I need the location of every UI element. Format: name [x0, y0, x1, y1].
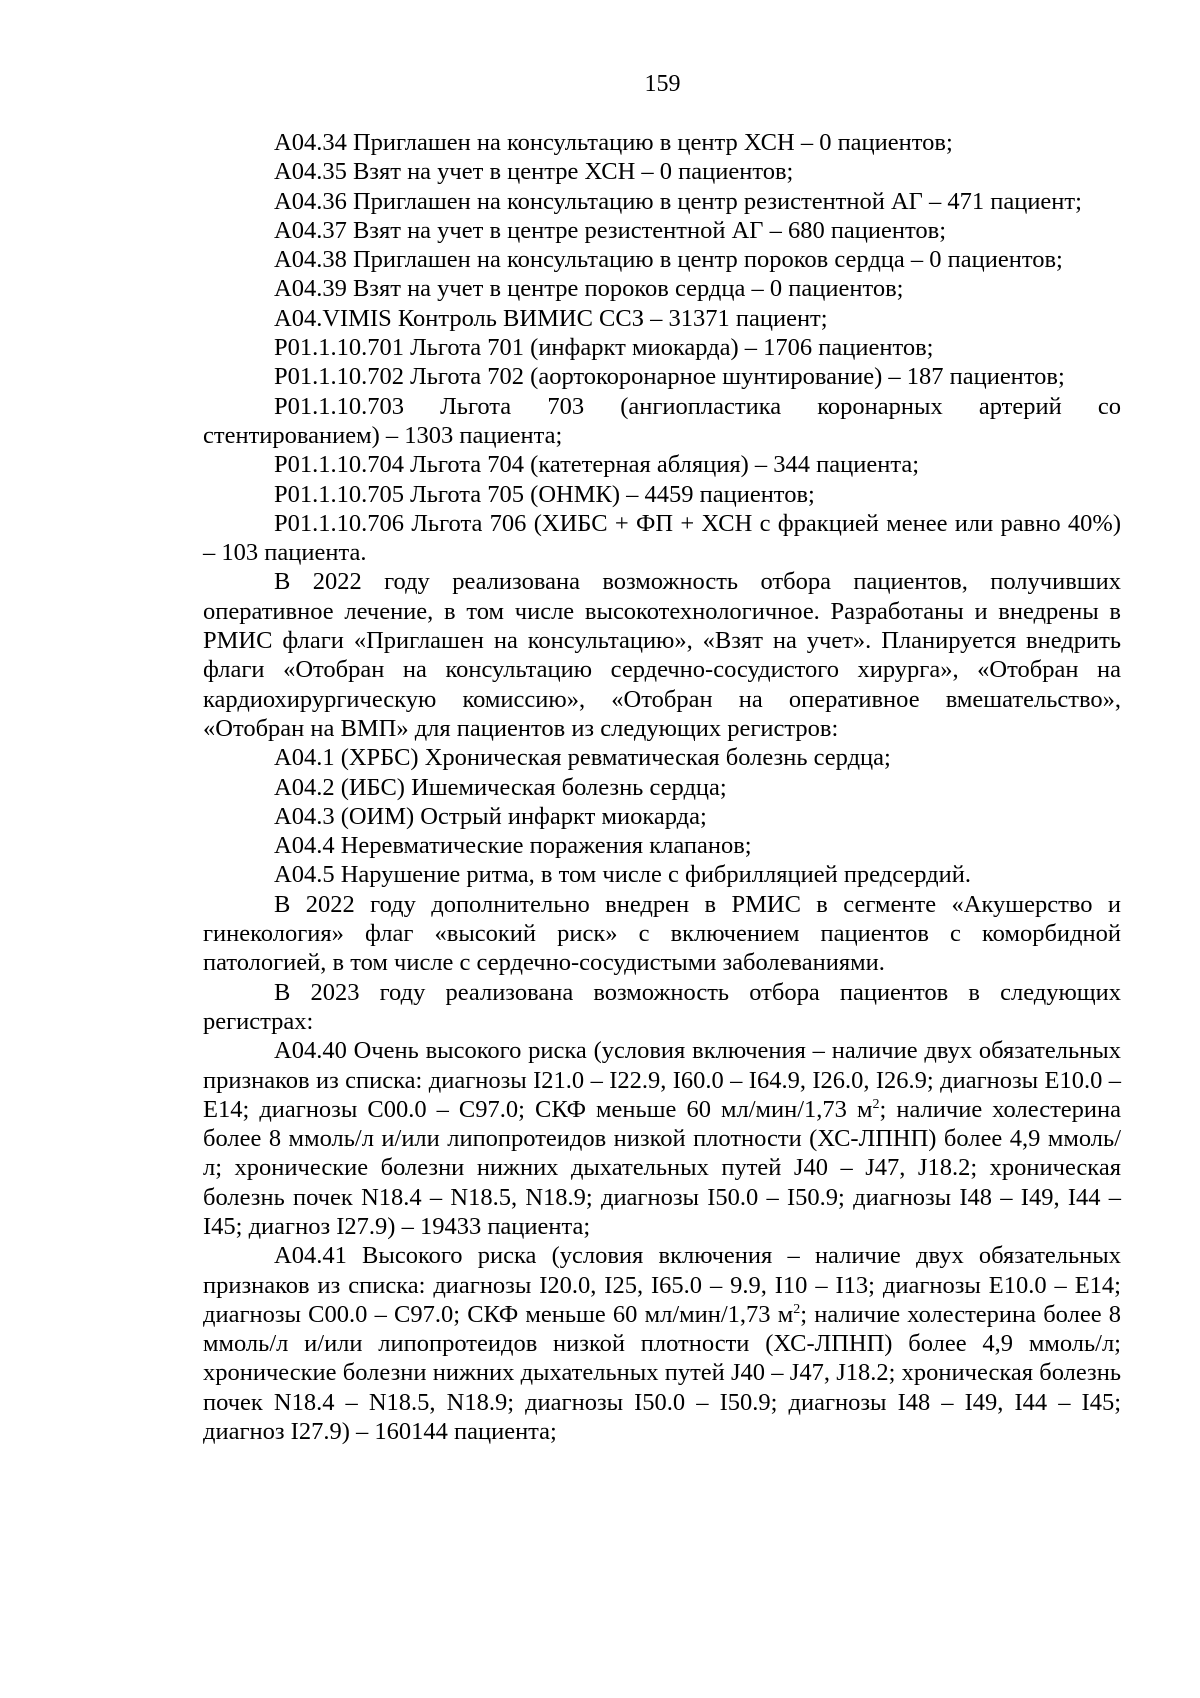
- paragraph-a04-40: [203, 1036, 1121, 1241]
- paragraph-a04-37: А04.37 Взят на учет в центре резистентной АГ – 680 пациентов;: [274, 216, 947, 244]
- paragraph-2022-flags: В 2022 году реализована возможность отбора пациентов, получивших оперативное лечение, в том числе высокотехнологичное. Разработаны и внедрены в РМИС флаги «Приглашен на консультацию», «Взят на учет». Планируется внедрить флаги «Отобран на консультацию сердечно-сосудистого хирурга», «Отобран на кардиохирургическую комиссию», «Отобран на оперативное вмешательство», «Отобран на ВМП» для пациентов из следующих регистров:: [203, 568, 1121, 742]
- paragraph-a04-35: А04.35 Взят на учет в центре ХСН – 0 пациентов;: [274, 158, 794, 186]
- paragraph-a04-1: А04.1 (ХРБС) Хроническая ревматическая болезнь сердца;: [274, 744, 891, 772]
- a04-40-text: А04.40 Очень высокого риска (условия включения – наличие двух обязательных признаков из списка: диагнозы I21.0 – I22.9, I60.0 – I64.9, I26.0, I26.9; диагнозы E10.0 – E14; диагнозы C00.0 – C97.0; СКФ меньше 60 мл/мин/1,73 м: [203, 1037, 1121, 1123]
- paragraph-a04-36: А04.36 Приглашен на консультацию в центр резистентной АГ – 471 пациент;: [274, 187, 1082, 215]
- a04-41-text: А04.41 Высокого риска (условия включения – наличие двух обязательных признаков из списка: диагнозы I20.0, I25, I65.0 – 9.9, I10 – I13; диагнозы E10.0 – E14; диагнозы C00.0 – C97.0; СКФ меньше 60 мл/мин/1,73 м: [203, 1242, 1121, 1328]
- paragraph-a04-3: А04.3 (ОИМ) Острый инфаркт миокарда;: [274, 802, 707, 830]
- paragraph-p01-702: Р01.1.10.702 Льгота 702 (аортокоронарное шунтирование) – 187 пациентов;: [274, 363, 1065, 391]
- a04-40-text-rest: ; наличие холестерина более 8 ммоль/л и/или липопротеидов низкой плотности (ХС-ЛПНП) более 4,9 ммоль/л; хронические болезни нижних дыхательных путей J40 – J47, J18.2; хроническая болезнь почек N18.4 – N18.5, N18.9; диагнозы I50.0 – I50.9; диагнозы I48 – I49, I44 – I45; диагноз I27.9) – 19433 пациента;: [203, 1095, 1122, 1240]
- page-number: 159: [644, 71, 681, 97]
- a04-41-text-rest: ; наличие холестерина более 8 ммоль/л и/или липопротеидов низкой плотности (ХС-ЛПНП) более 4,9 ммоль/л; хронические болезни нижних дыхательных путей J40 – J47, J18.2; хроническая болезнь почек N18.4 – N18.5, N18.9; диагнозы I50.0 – I50.9; диагнозы I48 – I49, I44 – I45; диагноз I27.9) – 160144 пациента;: [203, 1300, 1121, 1446]
- paragraph-a04-34: А04.34 Приглашен на консультацию в центр ХСН – 0 пациентов;: [274, 129, 953, 156]
- paragraph-a04-2: А04.2 (ИБС) Ишемическая болезнь сердца;: [274, 773, 727, 801]
- paragraph-2023-registers: В 2023 году реализована возможность отбора пациентов в следующих регистрах:: [203, 978, 1121, 1035]
- document-body: [203, 128, 1121, 1446]
- paragraph-a04-41: [203, 1241, 1121, 1446]
- a04-41-superscript: 2: [793, 1301, 801, 1317]
- a04-40-superscript: 2: [872, 1096, 880, 1112]
- paragraph-p01-704: Р01.1.10.704 Льгота 704 (катетерная абляция) – 344 пациента;: [274, 451, 920, 479]
- paragraph-p01-706: Р01.1.10.706 Льгота 706 (ХИБС + ФП + ХСН с фракцией менее или равно 40%) – 103 пациента.: [203, 509, 1121, 567]
- paragraph-p01-703: Р01.1.10.703 Льгота 703 (ангиопластика коронарных артерий со стентированием) – 1303 пациента;: [203, 392, 1121, 449]
- paragraph-a04-5: А04.5 Нарушение ритма, в том числе с фибрилляцией предсердий.: [274, 861, 971, 889]
- paragraph-a04-38: А04.38 Приглашен на консультацию в центр пороков сердца – 0 пациентов;: [274, 246, 1063, 274]
- paragraph-a04-4: А04.4 Неревматические поражения клапанов;: [274, 832, 752, 860]
- paragraph-a04-39: А04.39 Взят на учет в центре пороков сердца – 0 пациентов;: [274, 275, 904, 303]
- paragraph-2022-obstetrics: В 2022 году дополнительно внедрен в РМИС в сегменте «Акушерство и гинекология» флаг «высокий риск» с включением пациентов с коморбидной патологией, в том числе с сердечно-сосудистыми заболеваниями.: [203, 890, 1121, 977]
- paragraph-p01-701: Р01.1.10.701 Льгота 701 (инфаркт миокарда) – 1706 пациентов;: [274, 334, 934, 362]
- paragraph-a04-vimis: А04.VIMIS Контроль ВИМИС ССЗ – 31371 пациент;: [274, 304, 828, 332]
- paragraph-p01-705: Р01.1.10.705 Льгота 705 (ОНМК) – 4459 пациентов;: [274, 480, 815, 508]
